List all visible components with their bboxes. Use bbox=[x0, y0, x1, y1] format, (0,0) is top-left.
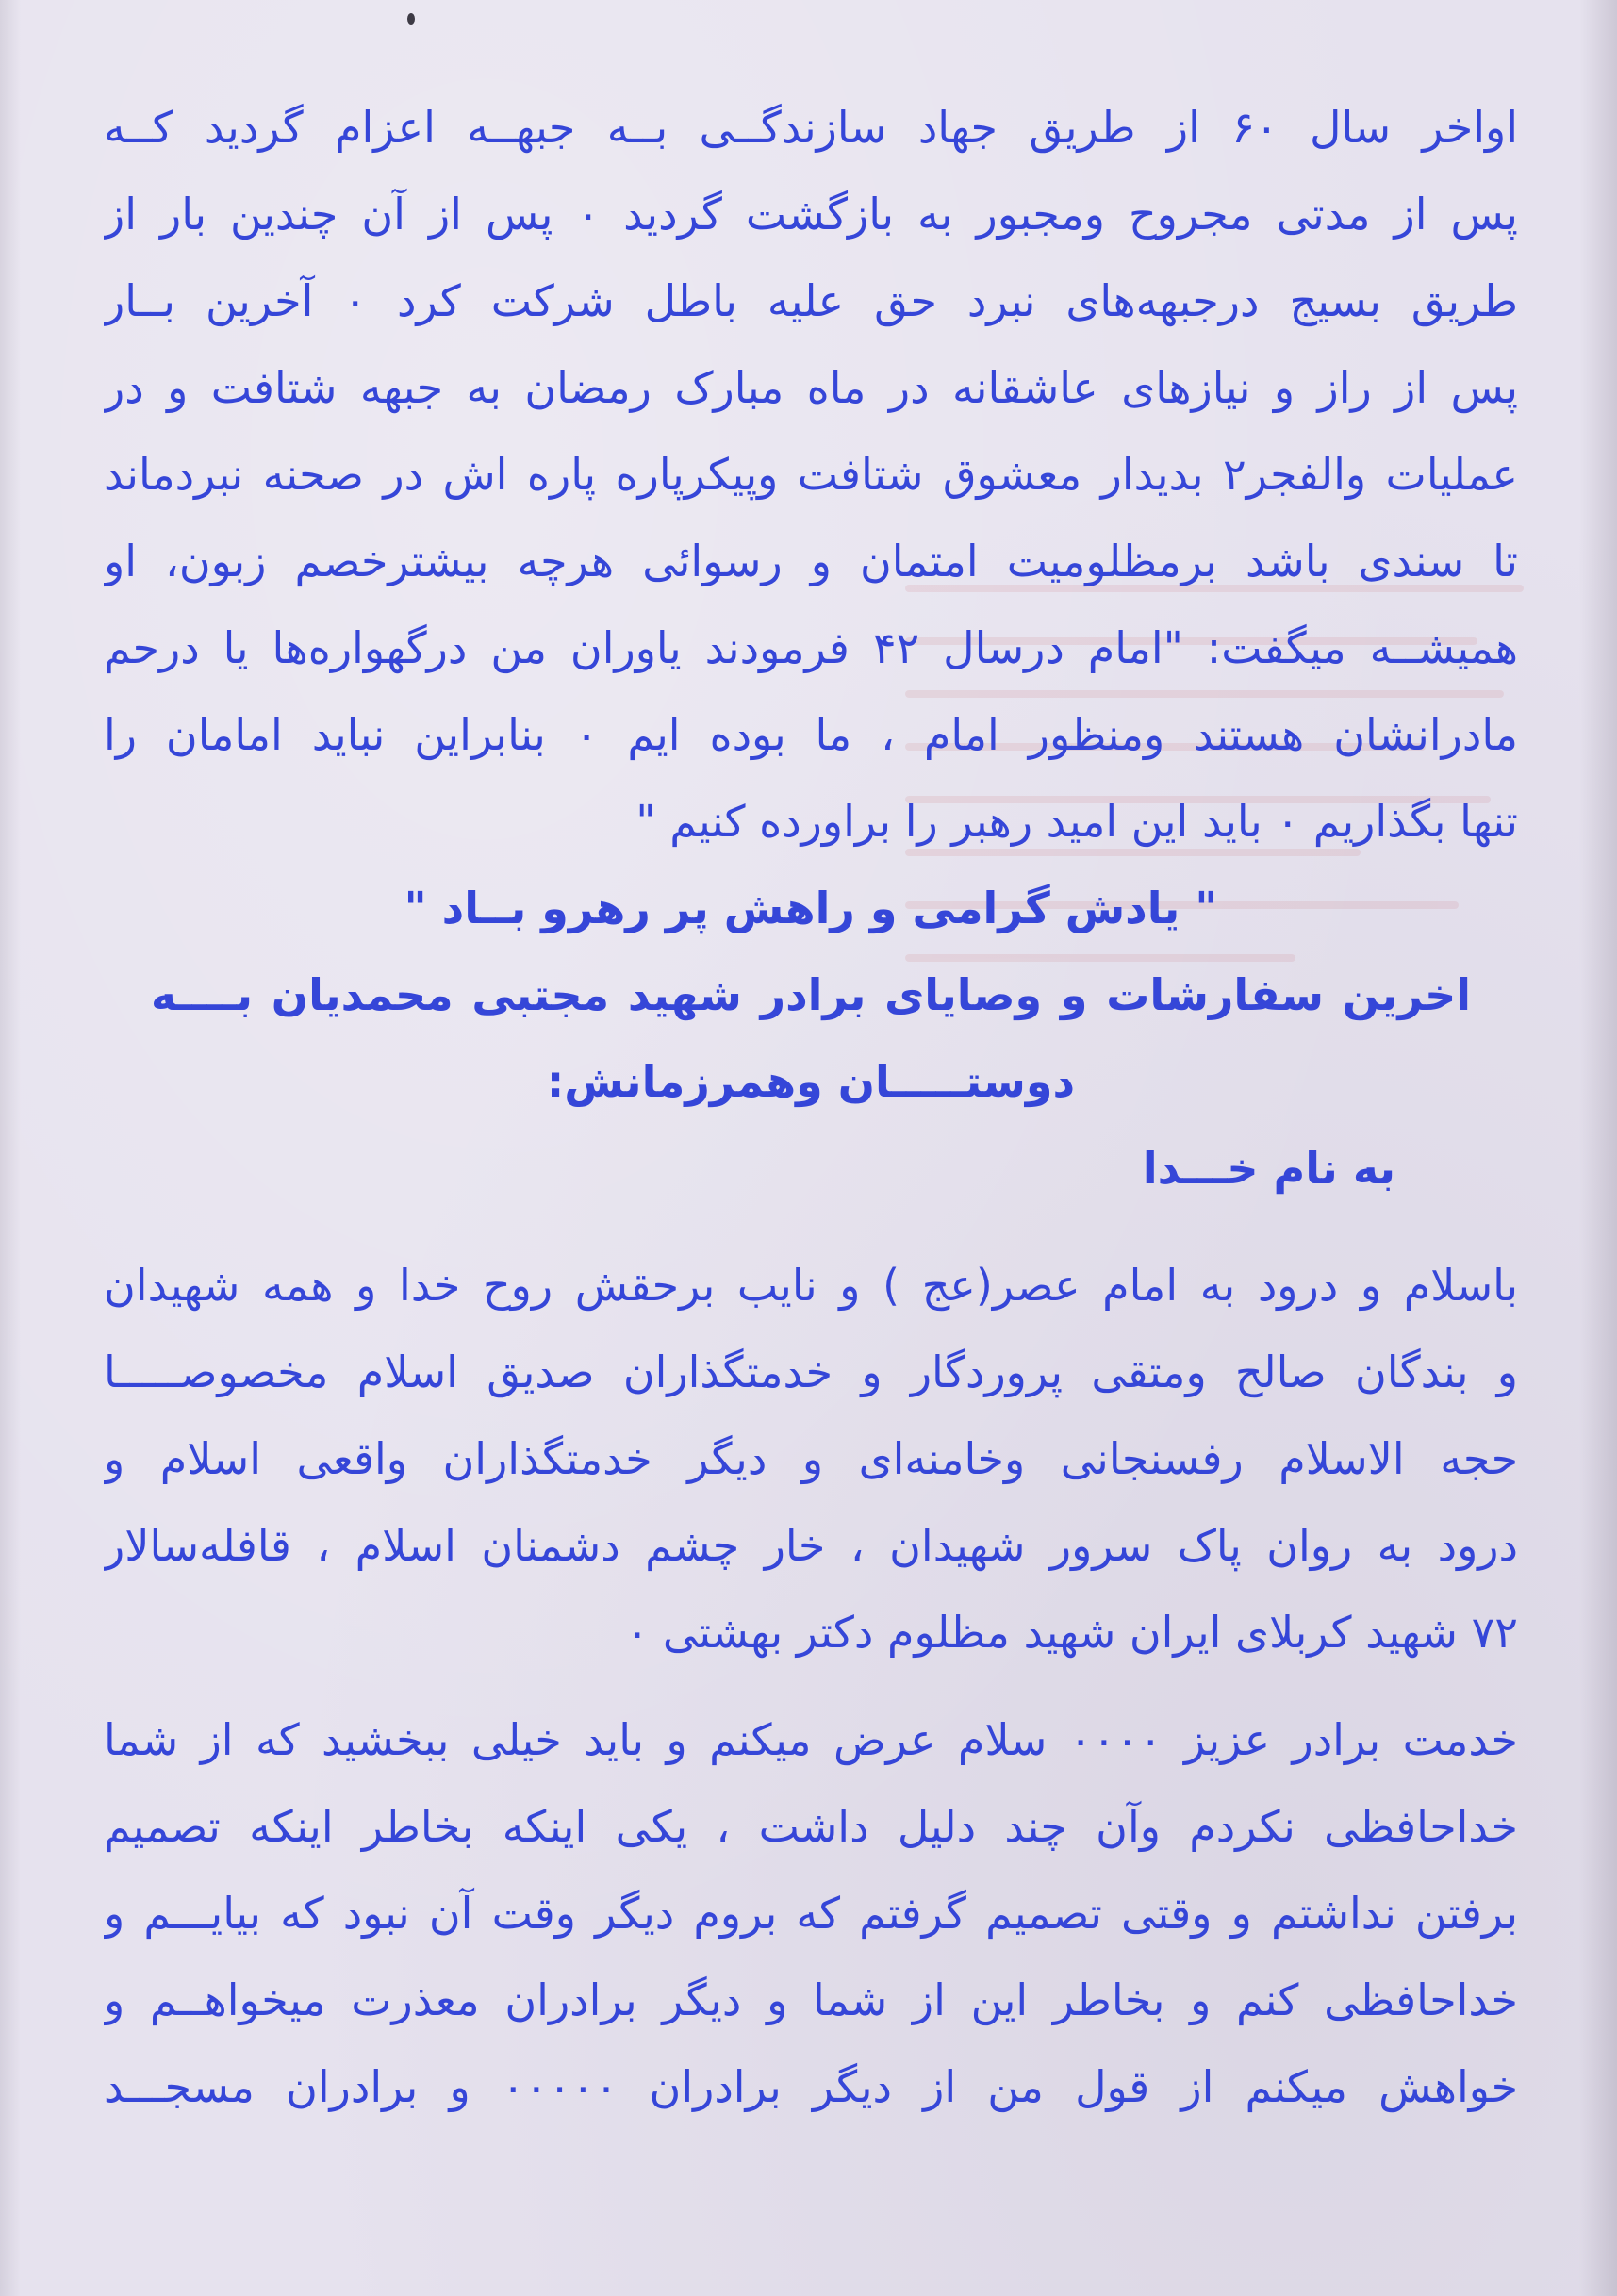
bismillah-heading: به نام خـــدا bbox=[1142, 1143, 1395, 1194]
paragraph-2-line: درود به روان پاک سرور شهیدان ، خار چشم دشمنان اسلام ، قافله‌سالار bbox=[104, 1520, 1518, 1571]
paragraph-1-line: اواخر سال ۶۰ از طریق جهاد سازندگــی بــه جبهــه اعزام گردید کــه bbox=[104, 102, 1518, 153]
paragraph-1-line: پس از راز و نیازهای عاشقانه در ماه مبارک رمضان به جبهه شتافت و در bbox=[104, 362, 1518, 413]
paragraph-3-line: خواهش میکنم از قول من از دیگر برادران ۰۰۰۰۰ و برادران مسجـــد bbox=[104, 2061, 1518, 2112]
page-right-edge-shadow bbox=[1579, 0, 1617, 2296]
paragraph-3-line: برفتن نداشتم و وقتی تصمیم گرفتم که بروم دیگر وقت آن نبود که بیایـــم و bbox=[104, 1888, 1518, 1939]
paragraph-1-line: مادرانشان هستند ومنظور امام ، ما بوده ایم ۰ بنابراین نباید امامان را bbox=[104, 709, 1518, 760]
paragraph-2-line: حجه الاسلام رفسنجانی وخامنه‌ای و دیگر خدمتگذاران واقعی اسلام و bbox=[104, 1433, 1518, 1484]
paragraph-1-line: عملیات والفجر۲ بدیدار معشوق شتافت وپیکرپاره پاره اش در صحنه نبردماند bbox=[104, 449, 1518, 500]
paragraph-1-line: طریق بسیج درجبهه‌های نبرد حق علیه باطل شرکت کرد ۰ آخرین بــار bbox=[104, 275, 1518, 326]
page-left-edge-shadow bbox=[0, 0, 21, 2296]
ink-spot bbox=[407, 13, 415, 25]
paragraph-1-line: تنها بگذاریم ۰ باید این امید رهبر را براورده کنیم " bbox=[635, 796, 1518, 847]
paragraph-1-line: همیشــه میگفت: "امام درسال ۴۲ فرمودند یاوران من درگهواره‌ها یا درحم bbox=[104, 622, 1518, 673]
will-title-line: دوستـــــان وهمرزمانش: bbox=[546, 1056, 1076, 1107]
paragraph-1-line: پس از مدتی مجروح ومجبور به بازگشت گردید ۰ پس از آن چندین بار از bbox=[104, 189, 1518, 240]
paragraph-2-line: ۷۲ شهید کربلای ایران شهید مظلوم دکتر بهشتی ۰ bbox=[625, 1607, 1518, 1658]
paragraph-2-line: و بندگان صالح ومتقی پروردگار و خدمتگذاران صدیق اسلام مخصوصـــــا bbox=[104, 1346, 1518, 1397]
paragraph-2-line: باسلام و درود به امام عصر(عج ) و نایب برحقش روح خدا و همه شهیدان bbox=[104, 1260, 1518, 1311]
paragraph-1-line: تا سندی باشد برمظلومیت‌ امتمان و رسوائی هرچه بیشترخصم زبون، او bbox=[104, 536, 1518, 586]
paragraph-3-line: خداحافظی نکردم وآن چند دلیل داشت ، یکی اینکه بخاطر اینکه تصمیم bbox=[104, 1801, 1518, 1852]
will-title-line: اخرین سفارشات و وصایای برادر شهید مجتبی محمدیان بــــه bbox=[151, 969, 1471, 1020]
paragraph-3-line: خداحافظی کنم و بخاطر این از شما و دیگر برادران معذرت میخواهــم و bbox=[104, 1974, 1518, 2025]
memorial-heading: " یادش گرامی و راهش پر رهرو بــاد " bbox=[404, 883, 1218, 933]
document-text bbox=[104, 94, 1518, 2263]
paragraph-3-line: خدمت برادر عزیز ۰۰۰۰ سلام عرض میکنم و باید خیلی ببخشید که از شما bbox=[104, 1714, 1518, 1765]
